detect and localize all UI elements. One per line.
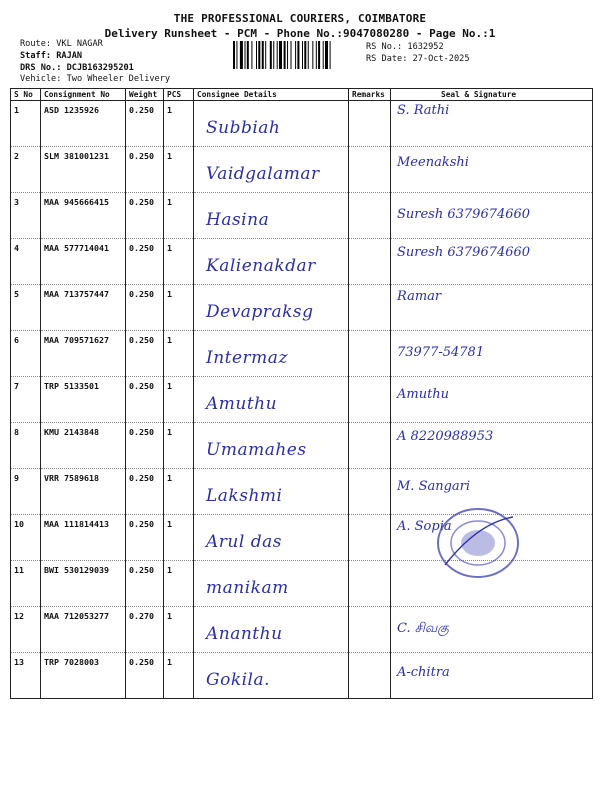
table-row [11,239,593,285]
row-sno: 12 [11,607,41,653]
rs-no-value: 1632952 [407,42,444,52]
signature-handwriting: Suresh 6379674660 [397,245,531,260]
barcode-bar [291,41,292,69]
row-weight: 0.250 [126,193,164,239]
signature-handwriting: Amuthu [397,387,450,402]
doc-subtitle: Delivery Runsheet - PCM - Phone No.:9047080280 - Page No.:1 [104,27,496,40]
barcode-bar [240,41,243,69]
rs-no-line [366,42,444,52]
barcode [233,41,361,69]
barcode-bar [251,41,252,69]
row-consignee [194,101,349,147]
row-remarks [349,147,391,193]
barcode-bar [277,41,278,69]
row-sno: 10 [11,515,41,561]
route-label: Route: [20,39,52,49]
row-remarks [349,423,391,469]
route-value: VKL NAGAR [56,39,103,49]
row-pcs: 1 [164,101,194,147]
row-weight: 0.250 [126,469,164,515]
row-consignment: MAA 713757447 [41,285,126,331]
row-pcs: 1 [164,561,194,607]
consignee-handwriting: Arul das [206,532,282,552]
row-remarks [349,101,391,147]
table-row [11,193,593,239]
barcode-bar [245,41,246,69]
barcode-bar [323,41,324,69]
row-consignment: TRP 5133501 [41,377,126,423]
row-pcs: 1 [164,147,194,193]
row-consignee [194,469,349,515]
row-pcs: 1 [164,423,194,469]
signature-handwriting: Meenakshi [397,155,469,170]
row-consignment: MAA 712053277 [41,607,126,653]
rs-no-label: RS No.: [366,42,403,52]
row-sno: 8 [11,423,41,469]
barcode-bar [258,41,260,69]
signature-handwriting: M. Sangari [397,479,471,494]
drs-label: DRS No.: [20,63,62,73]
consignee-handwriting: Intermaz [206,348,288,368]
runsheet-table [10,88,593,699]
col-seal: Seal & Signature [391,89,593,101]
barcode-bar [304,41,306,69]
barcode-bar [256,41,257,69]
signature-handwriting: A-chitra [397,665,450,680]
staff-label: Staff: [20,51,52,61]
row-consignment: KMU 2143848 [41,423,126,469]
table-row [11,331,593,377]
staff-value: RAJAN [56,51,83,61]
row-consignee [194,607,349,653]
row-signature [391,377,593,423]
rs-date-line [366,54,470,64]
row-consignment: MAA 945666415 [41,193,126,239]
row-consignee [194,515,349,561]
barcode-bar [284,41,286,69]
table-header-row [11,89,593,101]
drs-value: DCJB163295201 [66,63,134,73]
barcode-bar [233,41,235,69]
consignee-handwriting: Ananthu [206,624,283,644]
row-consignee [194,561,349,607]
barcode-bar [302,41,303,69]
barcode-bar [273,41,274,69]
row-signature [391,147,593,193]
row-signature [391,101,593,147]
signature-handwriting: Suresh 6379674660 [397,207,531,222]
barcode-bar [318,41,320,69]
row-signature [391,193,593,239]
row-sno: 3 [11,193,41,239]
col-remarks: Remarks [349,89,391,101]
table-row [11,607,593,653]
barcode-bar [308,41,309,69]
row-sno: 4 [11,239,41,285]
staff-line [20,51,82,61]
table-row [11,147,593,193]
row-pcs: 1 [164,193,194,239]
rs-date-value: 27-Oct-2025 [412,54,470,64]
signature-handwriting: S. Rathi [397,103,450,118]
barcode-bar [330,41,331,69]
row-sno: 13 [11,653,41,699]
row-pcs: 1 [164,653,194,699]
row-consignee [194,239,349,285]
row-sno: 1 [11,101,41,147]
signature-handwriting: 73977-54781 [397,345,485,360]
row-consignee [194,653,349,699]
consignee-handwriting: Kalienakdar [206,256,316,276]
row-remarks [349,607,391,653]
table-row [11,101,593,147]
row-consignment: TRP 7028003 [41,653,126,699]
row-signature [391,239,593,285]
row-remarks [349,515,391,561]
col-pcs: PCS [164,89,194,101]
signature-handwriting: C. சிவகு [397,621,449,636]
row-weight: 0.250 [126,101,164,147]
barcode-bar [297,41,299,69]
row-remarks [349,285,391,331]
barcode-bar [325,41,328,69]
barcode-bar [279,41,282,69]
row-signature [391,607,593,653]
row-weight: 0.250 [126,653,164,699]
rs-date-label: RS Date: [366,54,408,64]
consignee-handwriting: Subbiah [206,118,281,138]
route-line [20,39,103,49]
row-remarks [349,469,391,515]
row-signature [391,653,593,699]
row-consignment: VRR 7589618 [41,469,126,515]
row-consignee [194,285,349,331]
consignee-handwriting: Hasina [206,210,270,230]
row-weight: 0.250 [126,331,164,377]
barcode-bar [265,41,266,69]
barcode-bar [312,41,313,69]
row-pcs: 1 [164,239,194,285]
consignee-handwriting: Lakshmi [206,486,283,506]
row-sno: 2 [11,147,41,193]
table-row [11,423,593,469]
row-pcs: 1 [164,285,194,331]
row-signature [391,423,593,469]
barcode-bar [262,41,264,69]
row-consignment: MAA 709571627 [41,331,126,377]
row-weight: 0.250 [126,561,164,607]
seal-stamp [433,503,523,583]
barcode-bar [316,41,317,69]
row-consignee [194,423,349,469]
row-weight: 0.250 [126,515,164,561]
col-sno: S No [11,89,41,101]
row-weight: 0.270 [126,607,164,653]
consignee-handwriting: Amuthu [206,394,278,414]
row-weight: 0.250 [126,423,164,469]
row-remarks [349,331,391,377]
row-signature [391,285,593,331]
consignee-handwriting: Vaidgalamar [206,164,320,184]
row-sno: 11 [11,561,41,607]
row-remarks [349,377,391,423]
signature-handwriting: Ramar [397,289,442,304]
row-consignee [194,193,349,239]
row-pcs: 1 [164,331,194,377]
row-sno: 9 [11,469,41,515]
consignee-handwriting: manikam [206,578,289,598]
barcode-bar [295,41,296,69]
row-remarks [349,653,391,699]
consignee-handwriting: Gokila. [206,670,271,690]
col-weight: Weight [126,89,164,101]
consignee-handwriting: Devapraksg [206,302,314,322]
col-consignment: Consignment No [41,89,126,101]
row-consignment: SLM 381001231 [41,147,126,193]
row-remarks [349,239,391,285]
row-weight: 0.250 [126,239,164,285]
row-consignment: ASD 1235926 [41,101,126,147]
consignee-handwriting: Umamahes [206,440,307,460]
row-remarks [349,193,391,239]
row-weight: 0.250 [126,377,164,423]
vehicle-label: Vehicle: [20,74,62,84]
row-sno: 5 [11,285,41,331]
barcode-bar [236,41,237,69]
row-sno: 6 [11,331,41,377]
row-consignee [194,331,349,377]
row-sno: 7 [11,377,41,423]
table-row [11,653,593,699]
row-consignment: BWI 530129039 [41,561,126,607]
row-pcs: 1 [164,515,194,561]
row-pcs: 1 [164,377,194,423]
signature-handwriting: A. Sopia [397,519,452,534]
row-weight: 0.250 [126,147,164,193]
table-row [11,285,593,331]
barcode-bar [270,41,272,69]
row-consignee [194,377,349,423]
vehicle-line [20,74,170,84]
row-weight: 0.250 [126,285,164,331]
table-row [11,377,593,423]
drs-line [20,63,134,73]
doc-title: THE PROFESSIONAL COURIERS, COIMBATORE [173,12,427,25]
row-signature [391,331,593,377]
row-consignment: MAA 111814413 [41,515,126,561]
barcode-bar [287,41,288,69]
barcode-bar [247,41,249,69]
row-remarks [349,561,391,607]
vehicle-value: Two Wheeler Delivery [66,74,171,84]
signature-handwriting: A 8220988953 [397,429,494,444]
col-consignee: Consignee Details [194,89,349,101]
row-pcs: 1 [164,607,194,653]
row-consignment: MAA 577714041 [41,239,126,285]
row-pcs: 1 [164,469,194,515]
row-consignee [194,147,349,193]
